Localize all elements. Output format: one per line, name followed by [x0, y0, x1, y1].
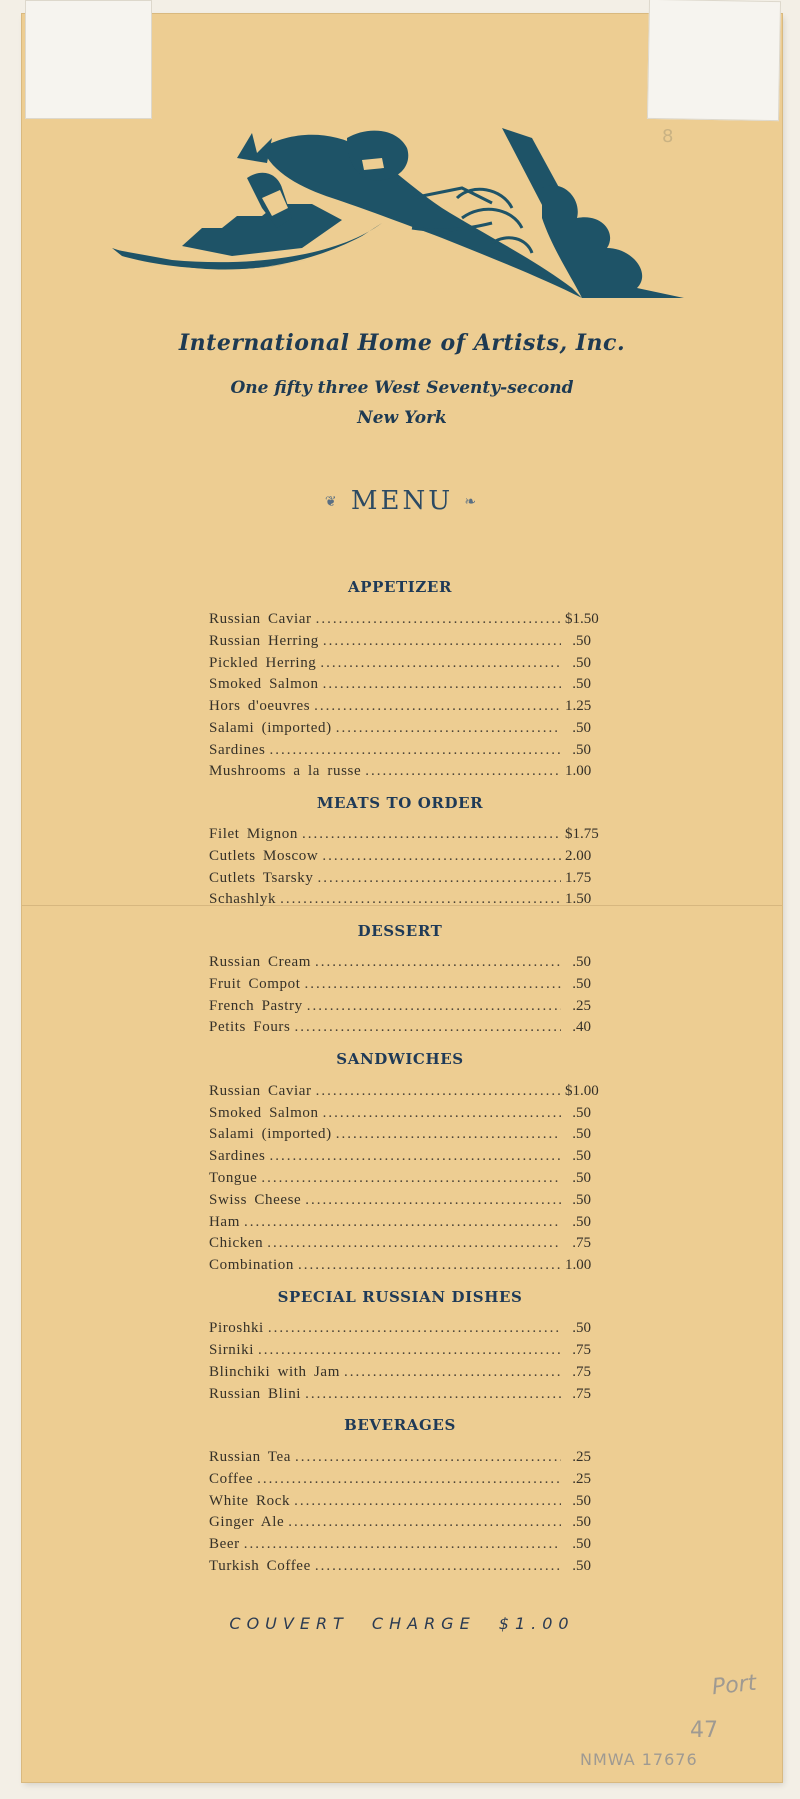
item-name: Petits Fours [209, 1019, 291, 1035]
menu-item [209, 1235, 591, 1255]
item-name: Sirniki [209, 1342, 255, 1358]
menu-title-text: MENU [350, 486, 454, 516]
item-name: Blinchiki with Jam [209, 1364, 340, 1380]
item-name: Ginger Ale [209, 1514, 285, 1530]
city-line: New York [357, 408, 447, 428]
menu-item [209, 1214, 591, 1234]
item-name: Mushrooms a la russe [209, 763, 362, 779]
item-price: .75 [572, 1342, 591, 1358]
item-name: Coffee [209, 1471, 254, 1487]
item-name: Russian Herring [209, 633, 319, 649]
menu-item [209, 698, 591, 718]
item-price: 2.00 [565, 848, 592, 864]
item-price: 1.25 [565, 698, 592, 714]
item-price: .25 [572, 998, 591, 1014]
item-name: Swiss Cheese [209, 1192, 302, 1208]
item-name: Salami (imported) [209, 1126, 332, 1142]
menu-item [209, 826, 599, 846]
menu-item [209, 655, 591, 675]
item-name: Filet Mignon [209, 826, 298, 842]
catalog-number: NMWA 17676 [580, 1750, 698, 1769]
item-price: .50 [572, 1192, 591, 1208]
item-price: .50 [572, 1558, 591, 1574]
menu-item [209, 1148, 591, 1168]
item-name: Hors d'oeuvres [209, 698, 311, 714]
item-price: 1.00 [565, 1257, 592, 1273]
item-name: Schashlyk [209, 891, 277, 907]
item-name: Cutlets Tsarsky [209, 870, 314, 886]
organization-name: International Home of Artists, Inc. [178, 330, 626, 356]
item-price: .50 [572, 633, 591, 649]
section-heading-sandwiches: SANDWICHES [336, 1050, 464, 1068]
item-price: .50 [572, 1105, 591, 1121]
item-name: Cutlets Moscow [209, 848, 319, 864]
item-name: Sardines [209, 742, 266, 758]
menu-item [209, 1257, 591, 1277]
flourish-left-icon: ❦ [324, 494, 340, 510]
menu-item [209, 1471, 591, 1491]
section-heading-appetizer: APPETIZER [347, 578, 453, 596]
menu-item [209, 633, 591, 653]
menu-item [209, 954, 591, 974]
flourish-right-icon: ❧ [464, 494, 480, 510]
item-price: .50 [572, 954, 591, 970]
item-name: Russian Tea [209, 1449, 292, 1465]
item-price: .50 [572, 1126, 591, 1142]
item-name: Pickled Herring [209, 655, 317, 671]
item-price: .50 [572, 1536, 591, 1552]
corner-pencil-mark: 8 [662, 126, 674, 147]
item-price: .25 [572, 1449, 591, 1465]
item-name: Beer [209, 1536, 240, 1552]
item-name: French Pastry [209, 998, 303, 1014]
item-name: Sardines [209, 1148, 266, 1164]
item-price: .75 [572, 1235, 591, 1251]
tape-strip-left [25, 0, 152, 119]
menu-item [209, 1126, 591, 1146]
item-price: .50 [572, 720, 591, 736]
item-name: Chicken [209, 1235, 264, 1251]
menu-item [209, 1386, 591, 1406]
item-name: Russian Blini [209, 1386, 302, 1402]
item-name: Russian Cream [209, 954, 312, 970]
menu-item [209, 763, 591, 783]
item-price: .40 [572, 1019, 591, 1035]
menu-item [209, 891, 591, 911]
menu-item [209, 1558, 591, 1578]
item-name: Tongue [209, 1170, 258, 1186]
menu-item [209, 1019, 591, 1039]
item-name: Ham [209, 1214, 240, 1230]
item-price: 1.75 [565, 870, 592, 886]
tape-strip-right [647, 0, 781, 121]
item-price: $1.75 [565, 826, 599, 842]
item-price: .50 [572, 976, 591, 992]
menu-item [209, 1342, 591, 1362]
item-price: .50 [572, 676, 591, 692]
item-name: Smoked Salmon [209, 676, 319, 692]
item-price: 1.00 [565, 763, 592, 779]
menu-item [209, 870, 591, 890]
menu-item [209, 1083, 599, 1103]
section-heading-dessert: DESSERT [357, 922, 443, 940]
section-heading-beverages: BEVERAGES [344, 1416, 456, 1434]
item-name: Fruit Compot [209, 976, 301, 992]
menu-item [209, 1364, 591, 1384]
menu-item [209, 1320, 591, 1340]
item-price: .50 [572, 1493, 591, 1509]
item-name: Russian Caviar [209, 1083, 312, 1099]
menu-item [209, 1192, 591, 1212]
menu-item [209, 848, 591, 868]
section-heading-meats: MEATS TO ORDER [316, 794, 484, 812]
menu-item [209, 1514, 591, 1534]
section-heading-special-russian: SPECIAL RUSSIAN DISHES [277, 1288, 523, 1306]
menu-item [209, 1536, 591, 1556]
menu-item [209, 1170, 591, 1190]
item-price: .50 [572, 1148, 591, 1164]
item-price: .75 [572, 1386, 591, 1402]
menu-item [209, 611, 599, 631]
item-price: .50 [572, 1514, 591, 1530]
couvert-charge: COUVERT CHARGE $1.00 [229, 1614, 575, 1633]
menu-item [209, 1449, 591, 1469]
item-name: Smoked Salmon [209, 1105, 319, 1121]
pencil-annotation-number: 47 [690, 1718, 718, 1743]
item-name: White Rock [209, 1493, 291, 1509]
item-name: Piroshki [209, 1320, 264, 1336]
item-name: Salami (imported) [209, 720, 332, 736]
menu-item [209, 676, 591, 696]
menu-title [22, 486, 782, 516]
item-price: .50 [572, 1170, 591, 1186]
address-line: One fifty three West Seventy-second [230, 378, 574, 398]
menu-item [209, 720, 591, 740]
item-price: 1.50 [565, 891, 592, 907]
menu-item [209, 1105, 591, 1125]
item-price: .50 [572, 1320, 591, 1336]
item-price: $1.00 [565, 1083, 599, 1099]
item-price: .75 [572, 1364, 591, 1380]
menu-item [209, 1493, 591, 1513]
item-name: Turkish Coffee [209, 1558, 311, 1574]
item-price: .50 [572, 1214, 591, 1230]
item-price: .50 [572, 742, 591, 758]
bird-rider-emblem [112, 128, 684, 318]
item-name: Russian Caviar [209, 611, 312, 627]
item-price: $1.50 [565, 611, 599, 627]
pencil-annotation-port: Port [710, 1670, 758, 1701]
item-price: .25 [572, 1471, 591, 1487]
item-name: Combination [209, 1257, 294, 1273]
menu-item [209, 742, 591, 762]
item-price: .50 [572, 655, 591, 671]
menu-item [209, 998, 591, 1018]
menu-item [209, 976, 591, 996]
